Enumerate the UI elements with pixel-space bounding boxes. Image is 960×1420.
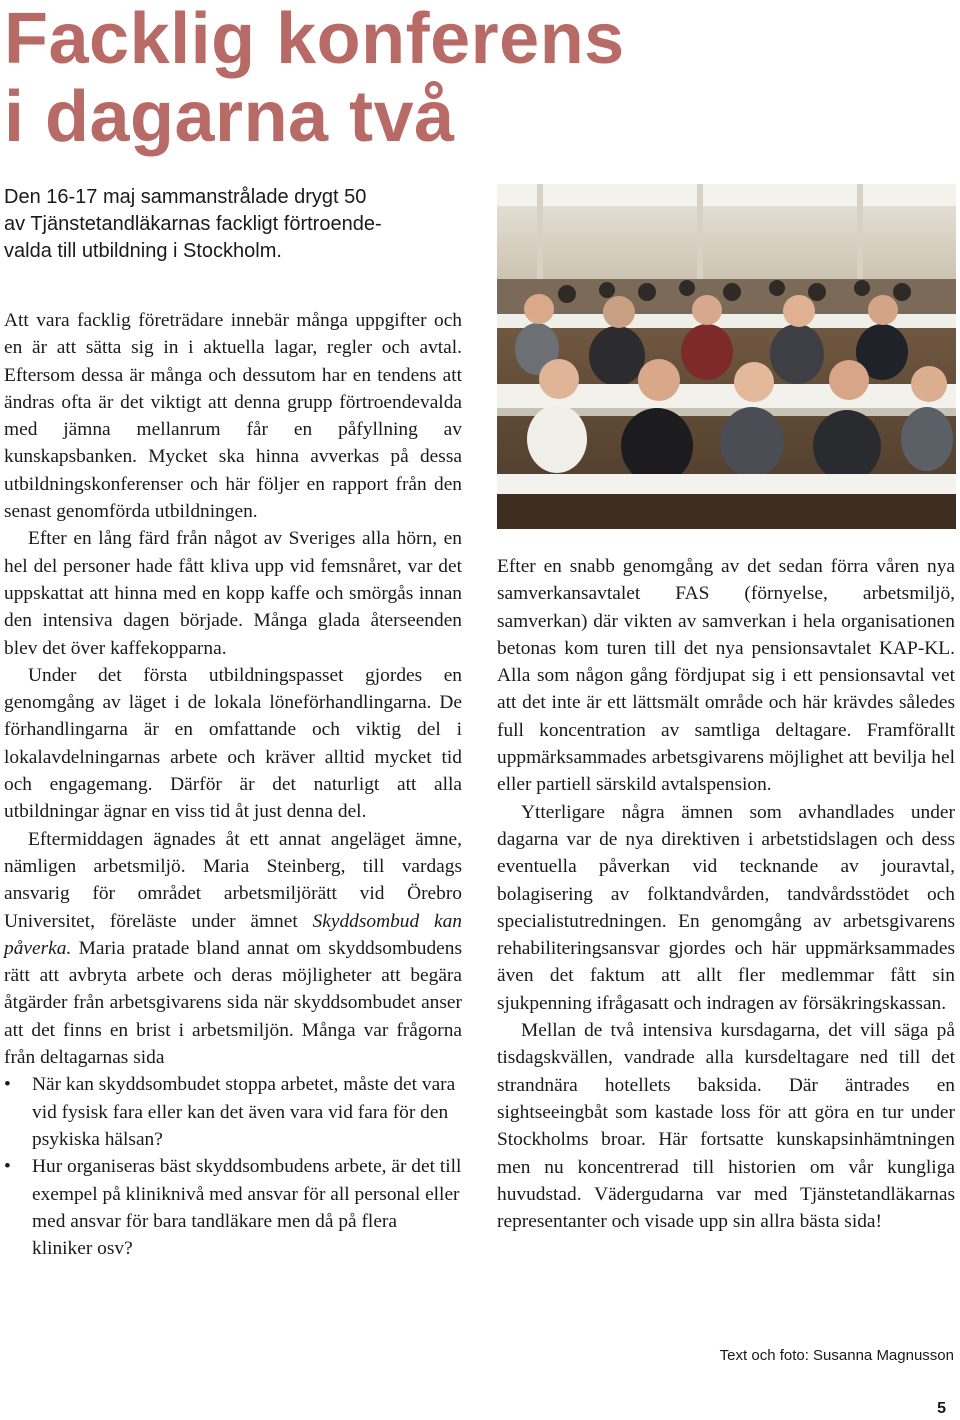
bullet-icon: • <box>4 1156 11 1178</box>
question-list <box>4 1071 462 1262</box>
photo-credit: Text och foto: Susanna Magnusson <box>719 1347 954 1364</box>
list-item-text: När kan skyddsombudet stoppa arbetet, måste det vara vid fysisk fara eller kan det även vara vid fara för den psykiska hälsan? <box>32 1074 456 1150</box>
article-ingress <box>4 184 474 265</box>
body-paragraph: Att vara facklig företrädare innebär många uppgifter och en är att sätta sig in i aktuella lagar, regler och avtal. Eftersom dessa är många och dessutom har en tendens att ändras ofta är det viktigt att denna grupp förtroendevalda med jämna mellanrum får en påfyllning av kunskapsbanken. Mycket ska hinna avverkas på dessa utbildningskonferenser och här följer en rapport från den senast genomförda utbildningen. <box>4 310 462 523</box>
headline-line-1: Facklig konferens <box>4 0 625 79</box>
body-paragraph: Efter en lång färd från något av Sveriges alla hörn, en hel del personer hade fått kliva upp vid femsnåret, var det uppskattat att hinna med en kopp kaffe och smörgås innan den intensiva dagen började. Många glada återseenden blev det över kaffekopparna. <box>4 528 462 659</box>
list-item-text: Hur organiseras bäst skyddsombudens arbete, är det till exempel på kliniknivå med ansvar för all personal eller med ansvar för bara tandläkare men då på flera kliniker osv? <box>32 1156 462 1260</box>
body-column-right <box>497 553 955 1235</box>
headline-line-2: i dagarna två <box>4 77 455 157</box>
page-number: 5 <box>937 1400 946 1417</box>
body-paragraph: Ytterligare några ämnen som avhandlades under dagarna var de nya direktiven i arbetstidslagen och dess eventuella påverkan vid tecknande av jouravtal, bolagisering av folktandvården, tandvårdsstödet och specialistutredningen. En genomgång av arbetsgivarens rehabiliteringsansvar gjordes och här uppmärksammades även det faktum att allt fler medlemmar fått sin sjukpenning ifrågasatt och indragen av försäkringskassan. <box>497 801 955 1014</box>
body-paragraph: Mellan de två intensiva kursdagarna, det vill säga på tisdagskvällen, vandrade alla kursdeltagare ned till det strandnära hotellets baksida. Där äntrades en sightseeingbåt som kastade loss för att göra en tur under Stockholms broar. Här fortsatte kunskapsinhämtningen men nu koncentrerad till historien om vår kungliga huvudstad. Vädergudarna var med Tjänstetandläkarnas representanter och visade upp sin allra bästa sida! <box>497 1020 955 1233</box>
bullet-icon: • <box>4 1074 11 1096</box>
ingress-line-3: valda till utbildning i Stockholm. <box>4 240 282 262</box>
lecture-title: Skyddsombud kan påverka. <box>4 910 462 959</box>
ingress-line-1: Den 16-17 maj sammanstrålade drygt 50 <box>4 186 367 208</box>
body-paragraph: Efter en snabb genomgång av det sedan förra våren nya samverkansavtalet FAS (förnyelse, arbetsmiljö, samverkan) där vikten av samverkan i hela organisationen betonas kom turen till det nya pensionsavtalet KAP-KL. Alla som någon gång fördjupat sig i ett pensionsavtal vet att det inte är ett lättsmält område och här krävdes således full koncentration av samtliga deltagare. Framförallt uppmärksammades arbetsgivarens möjlighet att bevilja hel eller partiell särskild avtalspension. <box>497 556 955 796</box>
paragraph-text: Maria pratade bland annat om skyddsombudens rätt att avbryta arbete och deras möjligheter att begära åtgärder från arbetsgivarens sida när skyddsombudet anser att det finns en brist i arbetsmiljön. Många var frågorna från deltagarnas sida <box>4 937 462 1069</box>
body-paragraph: Under det första utbildningspasset gjordes en genomgång av läget i de lokala löneförhandlingarna. De förhandlingarna är en omfattande och viktig del i lokalavdelningarnas arbete och kräver alltid mycket tid och engagemang. Därför är det naturligt att alla utbildningar ägnar en viss tid åt just denna del. <box>4 664 462 823</box>
ingress-line-2: av Tjänstetandläkarnas fackligt förtroende- <box>4 213 382 235</box>
list-item <box>4 1153 462 1262</box>
conference-photo <box>497 184 956 529</box>
paragraph-text: Eftermiddagen ägnades åt ett annat angeläget ämne, nämligen arbetsmiljö. Maria Steinberg, till vardags ansvarig för området arbetsmiljörätt vid Örebro Universitet, föreläste under ämnet <box>4 828 462 932</box>
article-headline <box>4 0 625 156</box>
list-item <box>4 1071 462 1153</box>
body-paragraph <box>4 826 462 1072</box>
body-column-left <box>4 307 462 1262</box>
